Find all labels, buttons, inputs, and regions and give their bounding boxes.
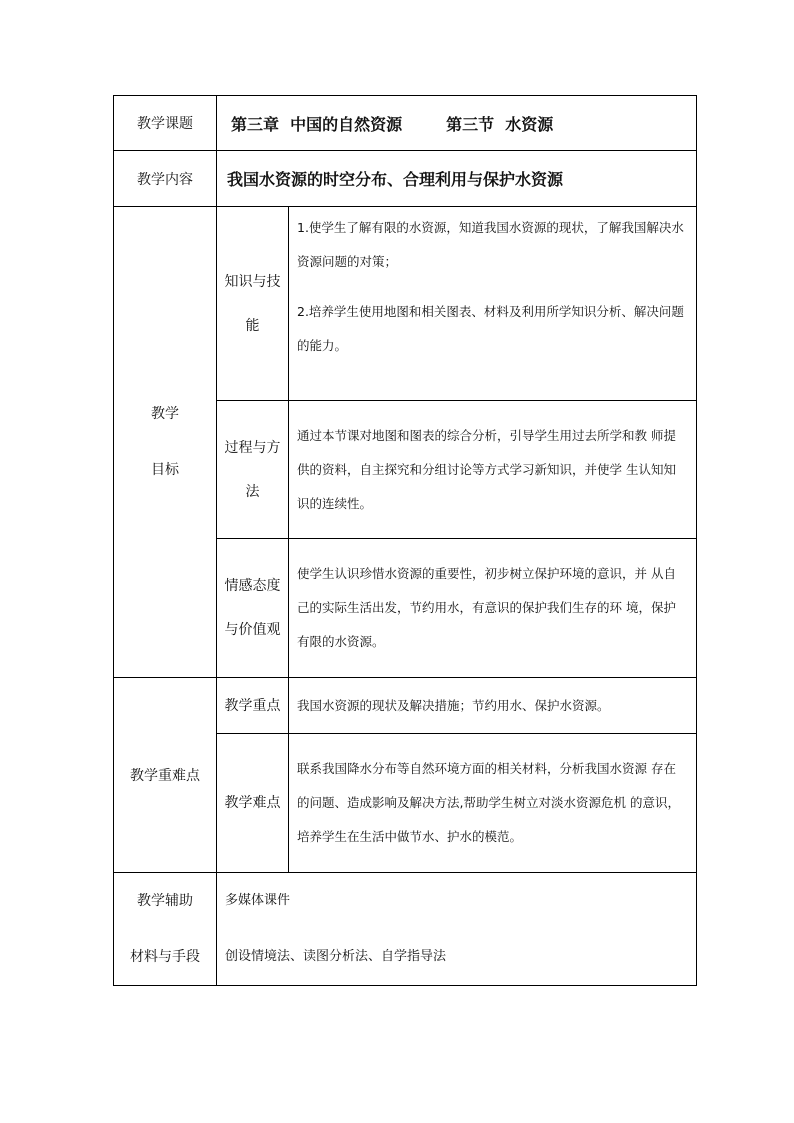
emotion-label-line2: 与价值观 [224, 622, 281, 638]
knowledge-item-2: 2.培养学生使用地图和相关图表、材料及利用所学知识分析、解决问题的能力。 [297, 304, 684, 353]
knowledge-label-line1: 知识与技 [224, 273, 281, 290]
objectives-label-line2: 目标 [151, 462, 179, 478]
difficulty-label: 教学难点 [217, 734, 289, 873]
content-label: 教学内容 [114, 151, 217, 207]
focus-text: 我国水资源的现状及解决措施；节约用水、保护水资源。 [289, 678, 697, 734]
focus-row [114, 678, 697, 734]
knowledge-text [289, 207, 697, 401]
process-label-line2: 法 [245, 483, 260, 500]
chapter-title: 第三章 中国的自然资源 [231, 114, 403, 134]
difficulty-text: 联系我国降水分布等自然环境方面的相关材料，分析我国水资源 存在的问题、造成影响及解决方法,帮助学生树立对淡水资源危机 的意识，培养学生在生活中做节水、护水的模范。 [289, 734, 697, 873]
topic-title [217, 96, 697, 151]
aids-text [217, 873, 697, 986]
objectives-label-line1: 教学 [151, 406, 179, 422]
aids-label [114, 873, 217, 986]
emotion-label [217, 539, 289, 678]
emotion-text: 使学生认识珍惜水资源的重要性，初步树立保护环境的意识，并 从自己的实际生活出发，节约用水，有意识的保护我们生存的环 境，保护有限的水资源。 [289, 539, 697, 678]
aids-item-1: 多媒体课件 [225, 893, 291, 908]
process-label-line1: 过程与方 [224, 439, 281, 456]
objectives-label [114, 207, 217, 678]
content-row [114, 151, 697, 207]
content-text: 我国水资源的时空分布、合理利用与保护水资源 [217, 151, 697, 207]
knowledge-label [217, 207, 289, 401]
process-label [217, 401, 289, 539]
aids-label-line1: 教学辅助 [137, 893, 193, 909]
knowledge-label-line2: 能 [245, 317, 260, 334]
topic-row [114, 96, 697, 151]
focus-label: 教学重点 [217, 678, 289, 734]
aids-label-line2: 材料与手段 [130, 949, 200, 965]
aids-item-2: 创设情境法、读图分析法、自学指导法 [225, 949, 447, 964]
keypoints-label: 教学重难点 [114, 678, 217, 873]
process-text: 通过本节课对地图和图表的综合分析，引导学生用过去所学和教 师提供的资料，自主探究和分组讨论等方式学习新知识，并使学 生认知知识的连续性。 [289, 401, 697, 539]
aids-row [114, 873, 697, 986]
knowledge-item-1: 1.使学生了解有限的水资源，知道我国水资源的现状，了解我国解决水资源问题的对策； [297, 220, 684, 269]
knowledge-row [114, 207, 697, 401]
section-title: 第三节 水资源 [446, 114, 554, 134]
lesson-plan-table [113, 95, 697, 986]
emotion-label-line1: 情感态度 [224, 578, 281, 594]
topic-label: 教学课题 [114, 96, 217, 151]
